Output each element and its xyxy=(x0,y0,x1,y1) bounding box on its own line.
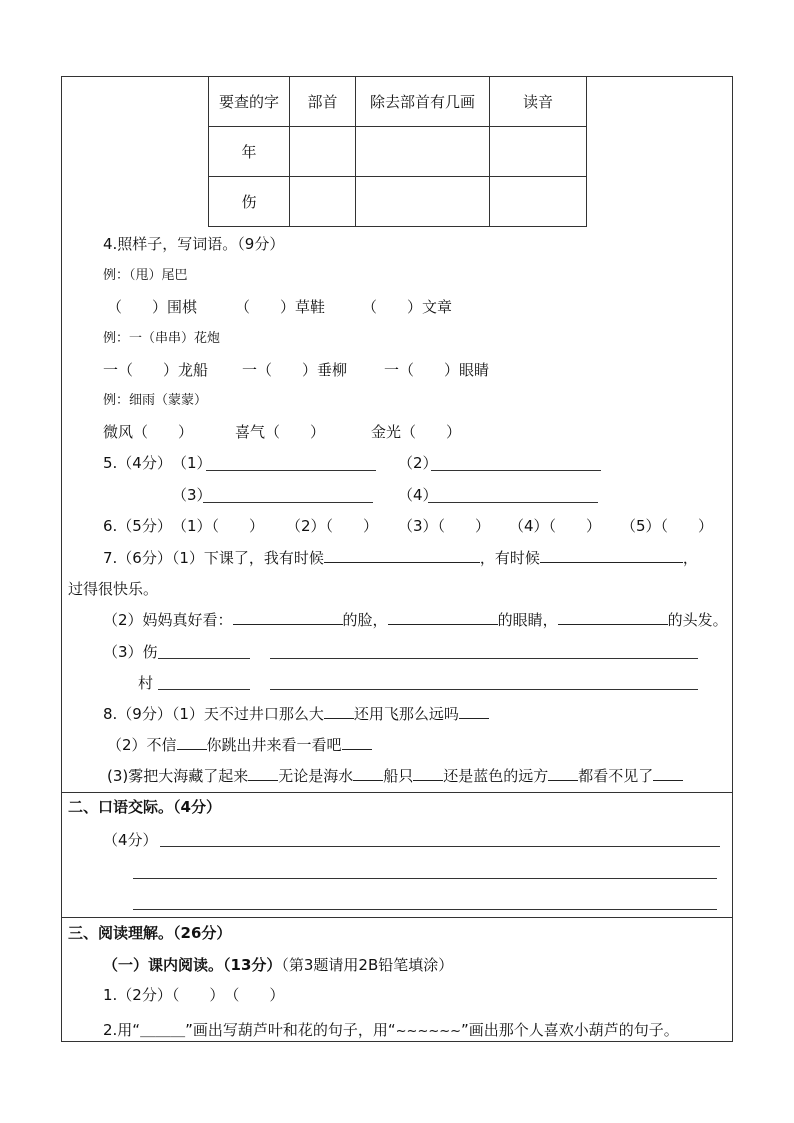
q8-blank[interactable] xyxy=(177,735,207,750)
q4-title: 4.照样子，写词语。（9分） xyxy=(103,235,285,253)
q7-line-5: 村 xyxy=(138,674,154,692)
q8-text: 你跳出井来看一看吧 xyxy=(206,736,342,754)
q5-item-label: （4） xyxy=(398,486,438,504)
q8-line-1 xyxy=(103,704,489,724)
q4-blank-4[interactable]: 一（ ）龙船 xyxy=(103,361,209,379)
q5-item-label: （2） xyxy=(398,454,438,472)
q7-line-2: 过得很快乐。 xyxy=(68,580,159,598)
oral-answer-line[interactable] xyxy=(133,878,717,879)
q7-answer-line[interactable] xyxy=(270,689,698,690)
q8-text: 8.（9分）（1）天不过井口那么大 xyxy=(103,705,324,723)
q6-item[interactable]: （3）（ ） xyxy=(398,517,491,535)
q7-answer-line[interactable] xyxy=(158,658,250,659)
q7-text: ，有时候 xyxy=(479,549,540,567)
q4-blank-5[interactable]: 一（ ）垂柳 xyxy=(242,361,348,379)
q5-answer-line[interactable] xyxy=(428,502,598,503)
table-cell: 年 xyxy=(209,127,290,177)
oral-answer-line[interactable] xyxy=(133,909,717,910)
q8-blank[interactable] xyxy=(248,766,278,781)
s3-q2-text: ”画出那个人喜欢小葫芦的句子。 xyxy=(461,1021,679,1039)
wavy-line-mark: ~~~~~~ xyxy=(395,1024,462,1039)
q4-blank-6[interactable]: 一（ ）眼睛 xyxy=(384,361,490,379)
q7-blank[interactable] xyxy=(233,610,343,625)
q4-example-3: 例：细雨（蒙蒙） xyxy=(103,393,208,408)
q5-item-label: （1） xyxy=(172,454,212,472)
s3-q2 xyxy=(103,1020,679,1042)
q8-text: (3)雾把大海藏了起来 xyxy=(107,767,249,785)
q5-label: 5.（4分） xyxy=(103,454,172,472)
s3-q1[interactable]: 1.（2分）（ ） （ ） xyxy=(103,986,285,1004)
q4-blank-1[interactable]: （ ）围棋 xyxy=(107,298,198,316)
s3-q2-text: 2.用“ xyxy=(103,1021,141,1039)
q6-item[interactable]: （2）（ ） xyxy=(286,517,379,535)
table-row xyxy=(209,127,587,177)
table-row xyxy=(209,177,587,227)
q6-item[interactable]: （5）（ ） xyxy=(621,517,714,535)
q7-text: 的头发。 xyxy=(667,611,728,629)
table-header: 部首 xyxy=(290,77,356,127)
q8-text: 都看不见了 xyxy=(578,767,654,785)
section-2-title: 二、口语交际。（4分） xyxy=(68,798,221,816)
q4-blank-9[interactable]: 金光（ ） xyxy=(371,423,462,441)
q4-example-1: 例：（甩）尾巴 xyxy=(103,268,188,283)
q4-blank-8[interactable]: 喜气（ ） xyxy=(235,423,326,441)
q7-text: （2）妈妈真好看： xyxy=(103,611,233,629)
q7-text: （3）伤 xyxy=(103,643,158,661)
q6-label: 6.（5分） xyxy=(103,517,172,535)
straight-line-mark: ＿＿＿ xyxy=(140,1021,186,1039)
q7-text: 的眼睛， xyxy=(497,611,558,629)
table-header: 除去部首有几画 xyxy=(356,77,490,127)
q7-blank[interactable] xyxy=(540,548,683,563)
q7-text: 的脸， xyxy=(342,611,388,629)
q5-answer-line[interactable] xyxy=(431,470,601,471)
table-cell[interactable] xyxy=(490,127,587,177)
q7-line-1 xyxy=(103,548,698,568)
q5-answer-line[interactable] xyxy=(203,502,373,503)
table-cell[interactable] xyxy=(490,177,587,227)
q8-text: 船只 xyxy=(383,767,414,785)
q8-line-3 xyxy=(107,766,683,786)
section-3-sub xyxy=(103,955,453,975)
q6-item[interactable]: （1）（ ） xyxy=(172,517,265,535)
table-cell[interactable] xyxy=(290,177,356,227)
q4-example-2: 例：一（串串）花炮 xyxy=(103,331,221,346)
q8-blank[interactable] xyxy=(653,766,683,781)
q8-text: （2）不信 xyxy=(107,736,177,754)
section-divider xyxy=(61,917,733,918)
q7-answer-line[interactable] xyxy=(158,689,250,690)
q4-blank-7[interactable]: 微风（ ） xyxy=(103,423,194,441)
table-cell[interactable] xyxy=(356,177,490,227)
section-3-sub-note: （第3题请用2B铅笔填涂） xyxy=(281,956,454,974)
q7-blank[interactable] xyxy=(558,610,668,625)
q8-text: 无论是海水 xyxy=(278,767,354,785)
section-divider xyxy=(61,792,733,793)
table-cell[interactable] xyxy=(290,127,356,177)
q8-blank[interactable] xyxy=(459,704,489,719)
q8-blank[interactable] xyxy=(353,766,383,781)
table-header-row xyxy=(209,77,587,127)
table-header: 读音 xyxy=(490,77,587,127)
q5-answer-line[interactable] xyxy=(206,470,376,471)
q7-text: 7.（6分）（1）下课了，我有时候 xyxy=(103,549,324,567)
q7-line-3 xyxy=(103,610,728,630)
q7-text: ， xyxy=(682,549,698,567)
section-3-title: 三、阅读理解。（26分） xyxy=(68,924,232,942)
q4-blank-2[interactable]: （ ）草鞋 xyxy=(235,298,326,316)
section-2-label: （4分） xyxy=(103,831,158,849)
q7-line-4 xyxy=(103,642,158,662)
section-3-sub-title: （一）课内阅读。（13分） xyxy=(103,956,282,974)
q7-blank[interactable] xyxy=(388,610,498,625)
q7-answer-line[interactable] xyxy=(270,658,698,659)
table-header: 要查的字 xyxy=(209,77,290,127)
q8-text: 还是蓝色的远方 xyxy=(443,767,549,785)
q6-item[interactable]: （4）（ ） xyxy=(509,517,602,535)
q5-item-label: （3） xyxy=(172,486,212,504)
q8-blank[interactable] xyxy=(324,704,354,719)
q8-blank[interactable] xyxy=(342,735,372,750)
q4-blank-3[interactable]: （ ）文章 xyxy=(362,298,453,316)
char-lookup-table xyxy=(208,76,587,227)
q8-text: 还用飞那么远吗 xyxy=(353,705,459,723)
oral-answer-line[interactable] xyxy=(160,846,720,847)
table-cell: 伤 xyxy=(209,177,290,227)
q8-blank[interactable] xyxy=(548,766,578,781)
q8-blank[interactable] xyxy=(413,766,443,781)
q8-line-2 xyxy=(107,735,372,755)
s3-q2-text: ”画出写葫芦叶和花的句子，用“ xyxy=(185,1021,396,1039)
q7-blank[interactable] xyxy=(324,548,480,563)
table-cell[interactable] xyxy=(356,127,490,177)
